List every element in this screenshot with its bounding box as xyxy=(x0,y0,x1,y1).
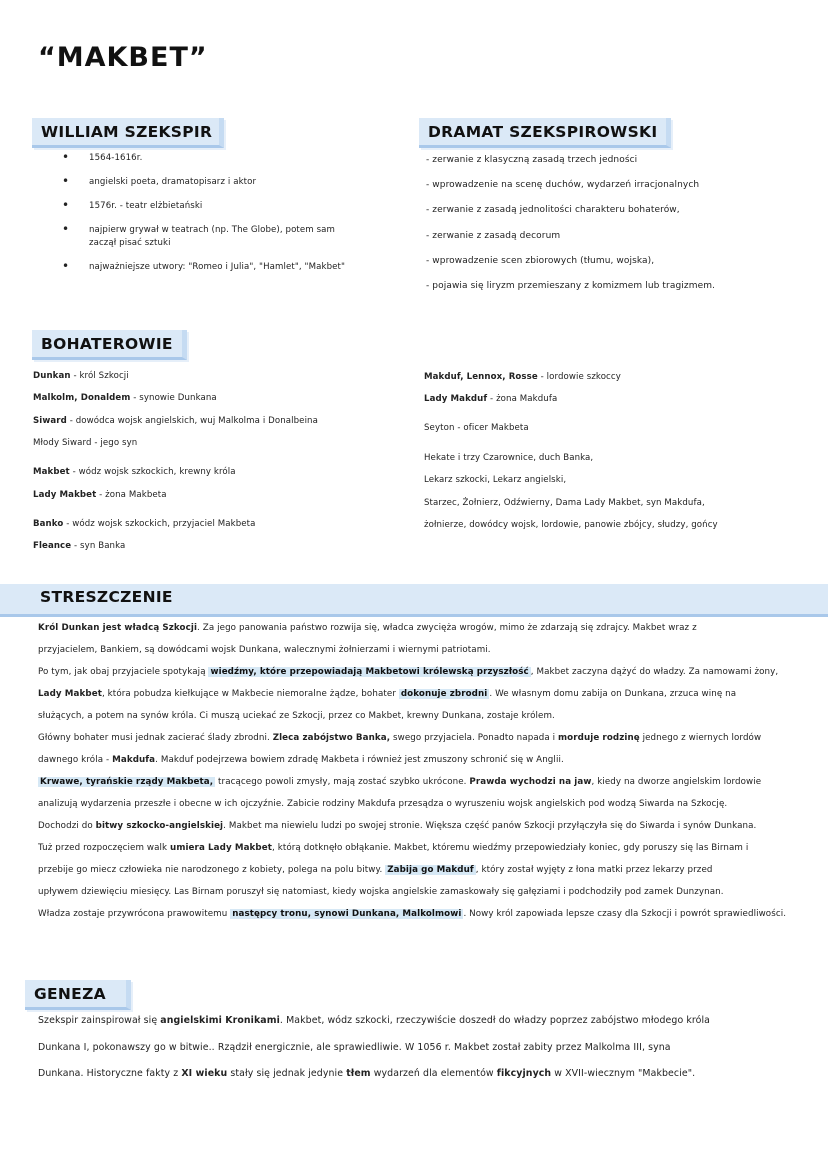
text-run: swego przyjaciela. Ponadto napada i xyxy=(390,733,559,743)
william-szekspir-heading: WILLIAM SZEKSPIR xyxy=(32,118,224,148)
text-run: Władza zostaje przywrócona prawowitemu xyxy=(38,909,231,919)
text-line xyxy=(38,1041,671,1055)
character-row: Starzec, Żołnierz, Odźwierny, Dama Lady Makbet, syn Makdufa, xyxy=(424,498,705,508)
text-run: . Makbet ma niewielu ludzi po swojej stronie. Większa część panów Szkocji przyłączyła się do Siwarda i synów Dunkana. xyxy=(223,821,757,831)
list-item: - pojawia się liryzm przemieszany z komizmem lub tragizmem. xyxy=(426,280,716,291)
text-line xyxy=(38,1014,710,1028)
text-line xyxy=(38,731,761,745)
dramat-heading: DRAMAT SZEKSPIROWSKI xyxy=(419,118,671,148)
text-line xyxy=(38,753,564,767)
page-title: “MAKBET” xyxy=(38,42,208,73)
character-row: Hekate i trzy Czarownice, duch Banka, xyxy=(424,453,594,463)
character-row: Młody Siward - jego syn xyxy=(33,438,138,448)
character-row: Lady Makbet - żona Makbeta xyxy=(33,490,167,500)
text-run: . Makduf podejrzewa bowiem zdradę Makbeta i również jest zmuszony schronić się w Anglii. xyxy=(155,755,564,765)
character-row: Lekarz szkocki, Lekarz angielski, xyxy=(424,475,567,485)
bold-phrase: fikcyjnych xyxy=(496,1068,552,1079)
bold-phrase: XI wieku xyxy=(181,1068,228,1079)
bold-phrase: Prawda wychodzi na jaw xyxy=(469,777,592,787)
text-run: stały się jednak jedynie xyxy=(227,1068,347,1079)
character-row: Siward - dowódca wojsk angielskich, wuj Malkolma i Donalbeina xyxy=(33,416,318,426)
william-bullet-list xyxy=(62,152,392,285)
text-run: służących, a potem na synów króla. Ci muszą uciekać ze Szkocji, przez co Makbet, krewny Dunkana, zostaje królem. xyxy=(38,711,555,721)
list-item: - wprowadzenie scen zbiorowych (tłumu, wojska), xyxy=(426,255,655,266)
bold-phrase: tłem xyxy=(346,1068,371,1079)
text-run: analizują wydarzenia przeszłe i obecne w ich ojczyźnie. Zabicie rodziny Makdufa przesądza o wyruszeniu wojsk angielskich pod wodzą Siwarda na Szkocję. xyxy=(38,799,728,809)
bold-phrase: Król Dunkan jest władcą Szkocji xyxy=(38,623,198,633)
character-row: Makbet - wódz wojsk szkockich, krewny króla xyxy=(33,467,236,477)
list-item: • 1564-1616r. xyxy=(62,152,392,165)
character-row: Banko - wódz wojsk szkockich, przyjaciel Makbeta xyxy=(33,519,256,529)
bohaterowie-heading: BOHATEROWIE xyxy=(32,330,187,360)
text-line xyxy=(38,687,736,701)
list-item: • angielski poeta, dramatopisarz i aktor xyxy=(62,176,392,189)
list-item: • 1576r. - teatr elżbietański xyxy=(62,200,392,213)
list-item: • najważniejsze utwory: "Romeo i Julia", "Hamlet", "Makbet" xyxy=(62,261,392,274)
character-row: Dunkan - król Szkocji xyxy=(33,371,129,381)
text-run: upływem dziewięciu miesięcy. Las Birnam poruszył się natomiast, kiedy wojska angielskie zamaskowały się gałęziami i podchodziły pod zamek Dunzynan. xyxy=(38,887,724,897)
text-line xyxy=(38,621,697,635)
bold-phrase: angielskimi Kronikami xyxy=(160,1015,280,1026)
character-row: Seyton - oficer Makbeta xyxy=(424,423,529,433)
highlighted-phrase: Krwawe, tyrańskie rządy Makbeta, xyxy=(40,777,214,787)
text-run: , która pobudza kiełkujące w Makbecie niemoralne żądze, bohater xyxy=(101,689,399,699)
list-item: • najpierw grywał w teatrach (np. The Globe), potem sam zaczął pisać sztuki xyxy=(62,224,392,250)
text-run: jednego z wiernych lordów xyxy=(639,733,762,743)
highlighted-phrase: wiedźmy, które przepowiadają Makbetowi królewską przyszłość xyxy=(210,667,529,677)
highlighted-phrase: Zabija go Makduf xyxy=(387,865,474,875)
dramat-list xyxy=(426,153,816,304)
text-run: . We własnym domu zabija on Dunkana, zrzuca winę na xyxy=(489,689,737,699)
highlighted-phrase: dokonuje zbrodni xyxy=(400,689,488,699)
text-run: . Za jego panowania państwo rozwija się, władca zwycięża wrogów, mimo że zdarzają się zdrajcy. Makbet wraz z xyxy=(197,623,697,633)
character-row: Fleance - syn Banka xyxy=(33,541,126,551)
streszczenie-heading: STRESZCZENIE xyxy=(40,588,173,606)
text-run: wydarzeń dla elementów xyxy=(370,1068,497,1079)
list-item: - zerwanie z zasadą decorum xyxy=(426,230,561,241)
text-line xyxy=(38,709,555,723)
text-run: Dochodzi do xyxy=(38,821,96,831)
bold-phrase: bitwy szkocko-angielskiej xyxy=(95,821,224,831)
character-row: Makduf, Lennox, Rosse - lordowie szkoccy xyxy=(424,372,621,382)
list-item: - wprowadzenie na scenę duchów, wydarzeń irracjonalnych xyxy=(426,180,700,191)
bold-phrase: morduje rodzinę xyxy=(558,733,640,743)
geneza-heading: GENEZA xyxy=(25,980,131,1010)
text-run: , Makbet zaczyna dążyć do władzy. Za namowami żony, xyxy=(530,667,779,677)
text-run: Dunkana. Historyczne fakty z xyxy=(38,1068,182,1079)
text-run: Tuż przed rozpoczęciem walk xyxy=(38,843,171,853)
bold-phrase: Lady Makbet xyxy=(38,689,102,699)
text-line xyxy=(38,643,491,657)
text-run: , kiedy na dworze angielskim lordowie xyxy=(591,777,762,787)
text-run: , który został wyjęty z łona matki przez lekarzy przed xyxy=(475,865,713,875)
bold-phrase: umiera Lady Makbet xyxy=(170,843,272,853)
text-line xyxy=(38,885,724,899)
streszczenie-band xyxy=(0,584,828,617)
text-run: . Nowy król zapowiada lepsze czasy dla Szkocji i powrót sprawiedliwości. xyxy=(463,909,787,919)
text-line xyxy=(38,841,748,855)
text-line xyxy=(38,863,713,877)
text-line xyxy=(38,907,786,921)
text-run: . Makbet, wódz szkocki, rzeczywiście doszedł do władzy poprzez zabójstwo młodego króla xyxy=(279,1015,711,1026)
text-run: tracącego powoli zmysły, mają zostać szybko ukrócone. xyxy=(215,777,470,787)
highlighted-phrase: następcy tronu, synowi Dunkana, Malkolmowi xyxy=(232,909,462,919)
text-run: dawnego króla - xyxy=(38,755,113,765)
text-line xyxy=(38,775,761,789)
text-line xyxy=(38,665,778,679)
character-row: żołnierze, dowódcy wojsk, lordowie, panowie zbójcy, słudzy, gońcy xyxy=(424,520,718,530)
list-item: - zerwanie z klasyczną zasadą trzech jedności xyxy=(426,155,638,165)
text-run: Dunkana I, pokonawszy go w bitwie.. Rządził energicznie, ale sprawiedliwie. W 1056 r. Makbet został zabity przez Malkolma III, syna xyxy=(38,1041,671,1053)
character-row: Lady Makduf - żona Makdufa xyxy=(424,394,558,404)
text-run: Po tym, jak obaj przyjaciele spotykają xyxy=(38,667,209,677)
bold-phrase: Makdufa xyxy=(112,755,156,765)
text-line xyxy=(38,1067,695,1081)
text-run: przyjacielem, Bankiem, są dowódcami wojsk Dunkana, walecznymi żołnierzami i wiernymi patriotami. xyxy=(38,645,491,655)
character-row: Malkolm, Donaldem - synowie Dunkana xyxy=(33,393,217,403)
text-run: Główny bohater musi jednak zacierać ślady zbrodni. xyxy=(38,733,273,743)
text-run: Szekspir zainspirował się xyxy=(38,1015,161,1026)
text-line xyxy=(38,797,727,811)
list-item: - zerwanie z zasadą jednolitości charakteru bohaterów, xyxy=(426,205,680,216)
text-run: przebije go miecz człowieka nie narodzonego z kobiety, polega na polu bitwy. xyxy=(38,865,386,875)
text-run: , którą dotknęło obłąkanie. Makbet, któremu wiedźmy przepowiedziały koniec, gdy poruszy się las Birnam i xyxy=(271,843,749,853)
text-line xyxy=(38,819,756,833)
bold-phrase: Zleca zabójstwo Banka, xyxy=(272,733,391,743)
text-run: w XVII-wiecznym "Makbecie". xyxy=(551,1068,696,1079)
